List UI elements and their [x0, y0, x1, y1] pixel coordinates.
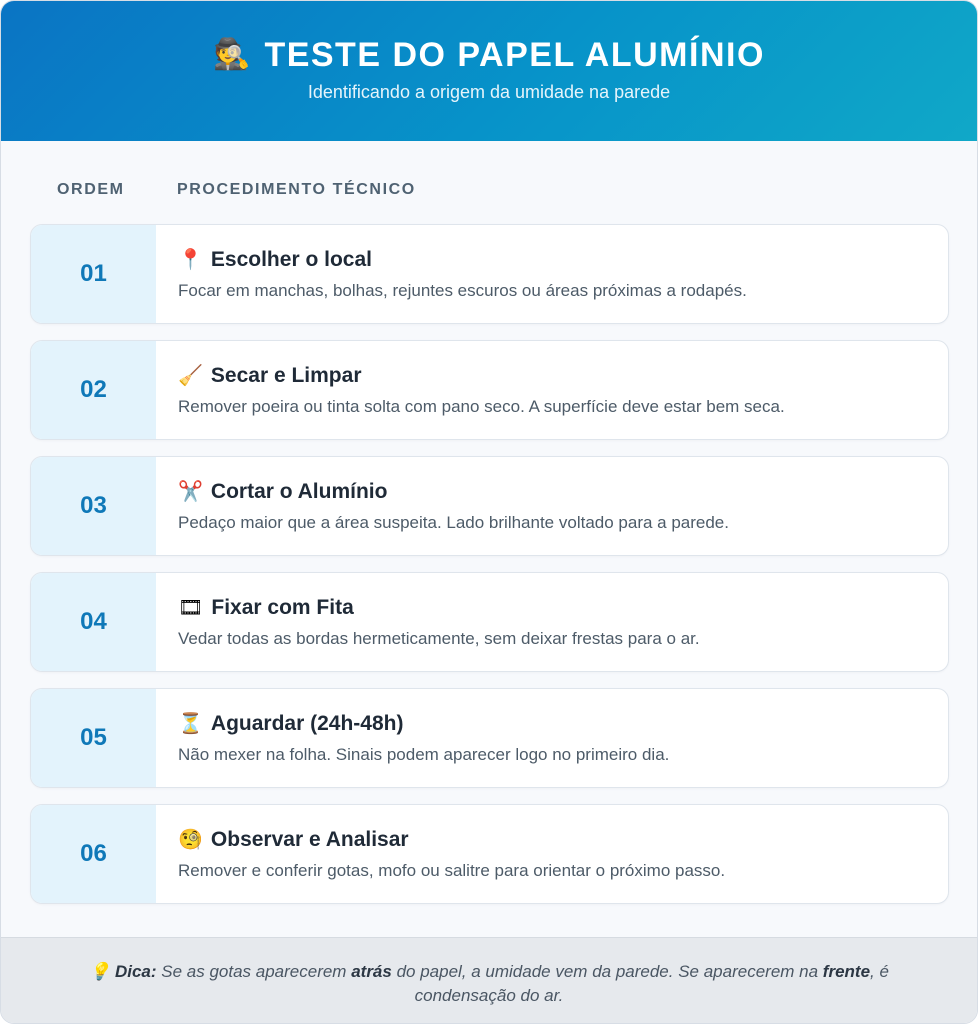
hourglass-icon: ⏳ — [178, 713, 203, 735]
step-row — [30, 572, 949, 672]
monocle-face-icon: 🧐 — [178, 829, 203, 851]
step-title: Aguardar (24h-48h) — [210, 712, 404, 735]
detective-icon: 🕵 — [213, 38, 251, 71]
step-row — [30, 804, 949, 904]
step-description: Remover e conferir gotas, mofo ou salitre para orientar o próximo passo. — [178, 861, 726, 880]
step-title: Observar e Analisar — [210, 828, 409, 851]
step-description: Não mexer na folha. Sinais podem aparecer logo no primeiro dia. — [178, 745, 670, 764]
scissors-icon: ✂️ — [178, 481, 203, 503]
tip-text-part: do papel, a umidade vem da parede. Se aparecerem na — [391, 962, 823, 981]
step-number: 04 — [31, 573, 156, 671]
step-number: 01 — [31, 225, 156, 323]
step-number: 03 — [31, 457, 156, 555]
tip-label: Dica: — [114, 962, 157, 981]
step-description: Remover poeira ou tinta solta com pano seco. A superfície deve estar bem seca. — [178, 397, 785, 416]
title-row — [1, 35, 977, 75]
tip-text-part: Se as gotas aparecerem — [156, 962, 352, 981]
step-title: Cortar o Alumínio — [210, 480, 388, 503]
tip-text — [41, 960, 937, 1008]
step-row — [30, 340, 949, 440]
step-description: Focar em manchas, bolhas, rejuntes escuros ou áreas próximas a rodapés. — [178, 281, 747, 300]
broom-icon: 🧹 — [178, 365, 203, 387]
column-header-procedure: PROCEDIMENTO TÉCNICO — [177, 181, 416, 198]
step-description: Pedaço maior que a área suspeita. Lado brilhante voltado para a parede. — [178, 513, 729, 532]
header — [1, 1, 977, 141]
tip-emphasis-behind: atrás — [351, 962, 392, 981]
step-number: 06 — [31, 805, 156, 903]
steps-list — [30, 224, 949, 920]
step-title: Secar e Limpar — [210, 364, 362, 387]
film-tape-icon: 🎞 — [178, 597, 204, 619]
step-description: Vedar todas as bordas hermeticamente, sem deixar frestas para o ar. — [178, 629, 700, 648]
step-title: Escolher o local — [210, 248, 372, 271]
column-header-order: ORDEM — [57, 181, 125, 198]
lightbulb-icon: 💡 — [89, 962, 111, 981]
page-title: TESTE DO PAPEL ALUMÍNIO — [264, 36, 765, 74]
tip-footer — [1, 937, 977, 1024]
step-row — [30, 456, 949, 556]
pin-icon: 📍 — [178, 249, 203, 271]
tip-emphasis-front: frente — [822, 962, 871, 981]
page-subtitle: Identificando a origem da umidade na parede — [307, 82, 671, 102]
tip-text-part: , é condensação do ar. — [414, 962, 889, 1005]
step-row — [30, 688, 949, 788]
step-title: Fixar com Fita — [211, 596, 354, 619]
step-row — [30, 224, 949, 324]
step-number: 02 — [31, 341, 156, 439]
step-number: 05 — [31, 689, 156, 787]
